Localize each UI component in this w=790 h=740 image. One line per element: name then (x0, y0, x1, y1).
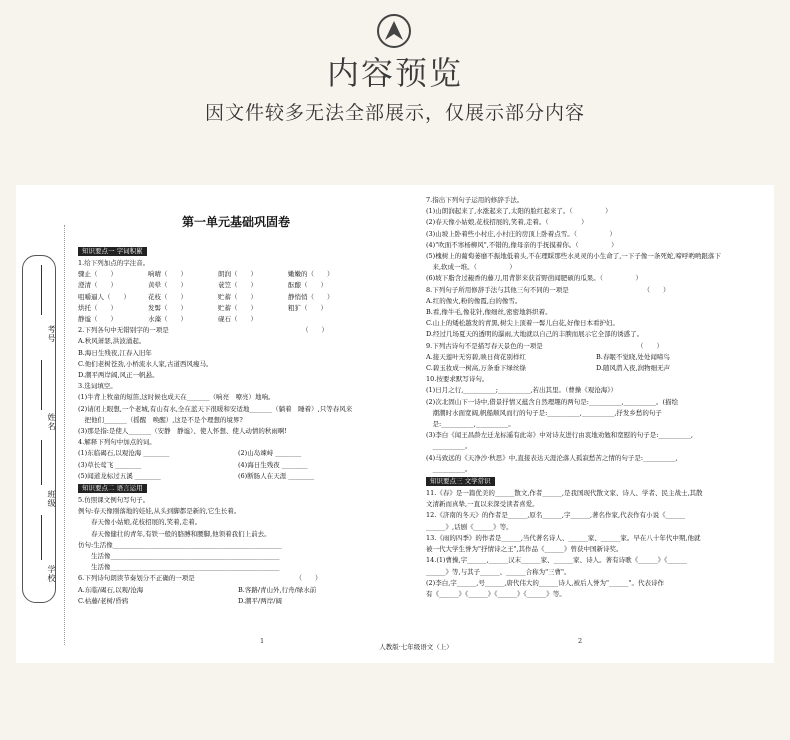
q11-line: 文清新而真挚,一直以来深受读者喜爱。 (426, 500, 539, 509)
question-7: 7.指出下列句子运用的修辞手法。 (426, 196, 524, 204)
q12-line: ______》,话剧《______》等。 (426, 522, 513, 531)
label-id: 考号 (47, 325, 56, 343)
section-label-3: 知识要点三 文学常识 (426, 477, 495, 486)
question-10: 10.按要求默写诗句。 (426, 375, 489, 384)
question-11: 11.《春》是一篇优美的______散文,作者______,是我国现代散文家、诗人、学者、民主战士,其散 (426, 489, 703, 498)
q3-line: (2)请闭上眼想,一个老城,有山有水,全在蓝天下很暖和安适地_______（躺着 睡着）,只等春风来 (78, 404, 353, 413)
question-14: 14.(1)曹操,字______,______汉末______家、______家、诗人。著有诗歌《______》《______ (426, 556, 687, 565)
q3-line: (1)牛背上牧童的短笛,这时候也成天在_______（响亮 嘹亮）地响。 (78, 393, 275, 402)
q14-line: (2)李白,字______,号______,唐代伟大的______诗人,被后人誉为"______"。代表诗作 (426, 578, 664, 587)
q10-line: (1)日月之行,__________;__________,若出其里。（曹操《观沧海》） (426, 386, 618, 395)
q5-line: 仿句:生活像____________________________________________________ (78, 540, 282, 549)
q5-line: 生活像____________________________________________________ (78, 563, 280, 572)
q7-line: (5)槐树上的葡萄萎靡不振地低着头,不在理睬那些水灵灵的小生命了,一下子像一条死蛇,啼呼哟哟跟落下 (426, 252, 721, 261)
q8-option: D.经过几场夏天的透明的瀑雨,大地就以自己的丰腴而展示它全部的诱惑了。 (426, 330, 644, 339)
q5-line: 例句:春天像刚落地的娃娃,从头到脚都是新的,它生长着。 (78, 507, 241, 516)
q10-line: 潮潮时水面宽阔,帆船顺风而行的句子是:__________,__________,抒发乡愁的句子 (426, 408, 662, 417)
section-label-1: 知识要点一 字词积累 (78, 247, 147, 256)
q7-line: (1)山朗润起来了,水涨起来了,太阳的脸红起来了。（ ） (426, 207, 612, 216)
question-3: 3.选词填空。 (78, 382, 117, 391)
q7-line: 来,软成一堆。（ ） (426, 263, 516, 272)
label-school: 学校 (47, 565, 56, 583)
q13-line: 被一代大学生誉为"抒情诗之王",其作品《______》曾获中国新诗奖。 (426, 545, 623, 554)
q3-line: 把他们_______（摇醒 唤醒）,这是不是个理想的境界? (78, 415, 243, 424)
q1-row: 骤止（ ） 响晴（ ） 朗润（ ） 嫩嫩的（ ） (78, 270, 334, 279)
q5-line: 春天像健壮的青年,有铁一般的胳膊和腰脚,他领着我们上前去。 (78, 529, 271, 538)
id-line (41, 265, 42, 315)
q9-row: C.碧玉妆成一树高,万条垂下绿丝绦 D.随风潜入夜,润物细无声 (426, 364, 671, 373)
cut-line (64, 225, 65, 645)
q10-line: 是:__________,__________。 (426, 420, 515, 429)
label-name: 姓名 (47, 413, 56, 431)
q8-option: C.山上的矮松越发的青黑,树尖上顶着一髻儿白花,好像日本看护妇。 (426, 319, 619, 328)
q4-row: (5)闻道龙标过五溪 ________ (6)断肠人在天涯 ________ (78, 471, 315, 480)
question-2: 2.下列各句中无错别字的一项是 （ ） (78, 326, 328, 335)
footer-edition: 人教版·七年级语文（上） (379, 643, 453, 651)
q10-line: (4)马致远的《天净沙·秋思》中,直接表达天涯沦落人孤寂愁苦之情的句子是:__________, (426, 453, 678, 462)
q10-line: (2)次北固山下一诗中,借景抒情又蕴含自然理趣的两句是:__________,__________。(描绘 (426, 397, 679, 406)
q2-option: A.秋风萧瑟,洪波涌起。 (78, 337, 146, 346)
q6-row: C.枯藤/老树/昏鸦 D.潮平/两岸/阔 (78, 596, 282, 605)
q10-line: (3)李白《闻王昌龄左迁龙标遥有此寄》中对诗友进行由衷地劝勉和宽慰的句子是:__________, (426, 431, 693, 440)
q1-row: 烘托（ ） 发髻（ ） 贮蓄（ ） 粗犷（ ） (78, 303, 327, 312)
question-8: 8.下列句子所用修辞手法与其他三句不同的一项是 （ ） (426, 285, 670, 294)
section-label-2: 知识要点二 语言运用 (78, 484, 147, 493)
question-13: 13.《雨的四季》的作者是______,当代著名诗人、______家、______家。早在八十年代中期,他就 (426, 533, 701, 542)
q7-line: (3)山坡上卧着些小村庄,小村庄的房顶上卧着点雪。（ ） (426, 229, 617, 238)
question-12: 12.《济南的冬天》的作者是______,原名______,字______,著名作家,代表作有小说《______ (426, 511, 686, 520)
class-line (41, 440, 42, 485)
q1-row: 咀嚼逼人（ ） 花枝（ ） 贮蓄（ ） 静悄悄（ ） (78, 292, 334, 301)
preview-header (0, 0, 790, 152)
q7-line: (4)"吹面不寒杨柳风",不错的,像母亲的手抚摸着你。（ ） (426, 240, 618, 249)
q8-option: B.看,像牛毛,像花针,像细丝,密密地斜织着。 (426, 308, 552, 317)
question-9: 9.下列古诗句不是描写春天景色的一项是 （ ） (426, 341, 663, 350)
left-column (78, 245, 406, 607)
q7-line: (2)春天像小姑娘,花枝招展的,笑着,走着。（ ） (426, 218, 588, 227)
q10-line: __________。 (426, 442, 472, 451)
q1-row: 静谧（ ） 水藻（ ） 砚石（ ） (78, 315, 257, 324)
q7-line: (6)坡下脂含过赧香的藤刀,用背影来获首野茴闻肥硕的瓜果。（ ） (426, 274, 643, 283)
q1-row: 澄清（ ） 黄晕（ ） 蓑笠（ ） 酝酿（ ） (78, 281, 327, 290)
q14-line: 有《______》《______》《______》《______》等。 (426, 589, 566, 598)
q10-line: __________。 (426, 464, 472, 473)
school-line (41, 515, 42, 560)
question-1: 1.给下列加点的字注音。 (78, 259, 150, 267)
q3-line: (3)那是指:是使人_______（安静 静谧）、使人怀想、使人动情的秋雨啊! (78, 427, 288, 436)
q5-line: 春天像小姑娘,花枝招展的,笑着,走着。 (78, 518, 202, 527)
exam-paper (16, 185, 774, 663)
q2-option: D.潮平两岸阔,风正一帆悬。 (78, 371, 159, 380)
preview-subtitle: 因文件较多无法全部展示，仅展示部分内容 (204, 102, 585, 124)
question-5: 5.仿照课文例句写句子。 (78, 496, 150, 505)
q14-line: ______》等,与其子______、______合称为"三曹"。 (426, 567, 571, 576)
q5-line: 生活像____________________________________________________ (78, 552, 280, 561)
right-column (426, 195, 766, 600)
question-4: 4.解释下列句中加点的词。 (78, 438, 156, 447)
q6-row: A.东临/碣石,以观/沧海 B.客路/青山外,行舟/绿水前 (78, 585, 317, 594)
page-number-right: 2 (578, 637, 583, 645)
q2-option: B.海日生残夜,江春入旧年 (78, 348, 152, 357)
page-title: 第一单元基础巩固卷 (181, 215, 290, 229)
up-arrow-logo-icon (377, 14, 411, 48)
q4-row: (1)东临碣石,以观沧海 ________ (2)山岛竦峙 ________ (78, 449, 302, 458)
name-line (41, 360, 42, 410)
question-6: 6.下列诗句朗读节奏划分不正确的一项是 （ ） (78, 574, 322, 583)
label-class: 班级 (47, 490, 56, 508)
q9-row: A.接天莲叶无穷碧,映日荷花别样红 B.春眠不觉晓,处处闻啼鸟 (426, 352, 670, 361)
preview-title: 内容预览 (326, 54, 463, 92)
q4-row: (3)草长莺飞 ________ (4)海日生残夜 ________ (78, 460, 308, 469)
q2-option: C.他们老树苍劲,小桥流水人家,古道西风瘦马。 (78, 359, 213, 368)
q8-option: A.红的像火,粉的像霞,白的像雪。 (426, 296, 522, 305)
page-number-left: 1 (260, 637, 265, 645)
